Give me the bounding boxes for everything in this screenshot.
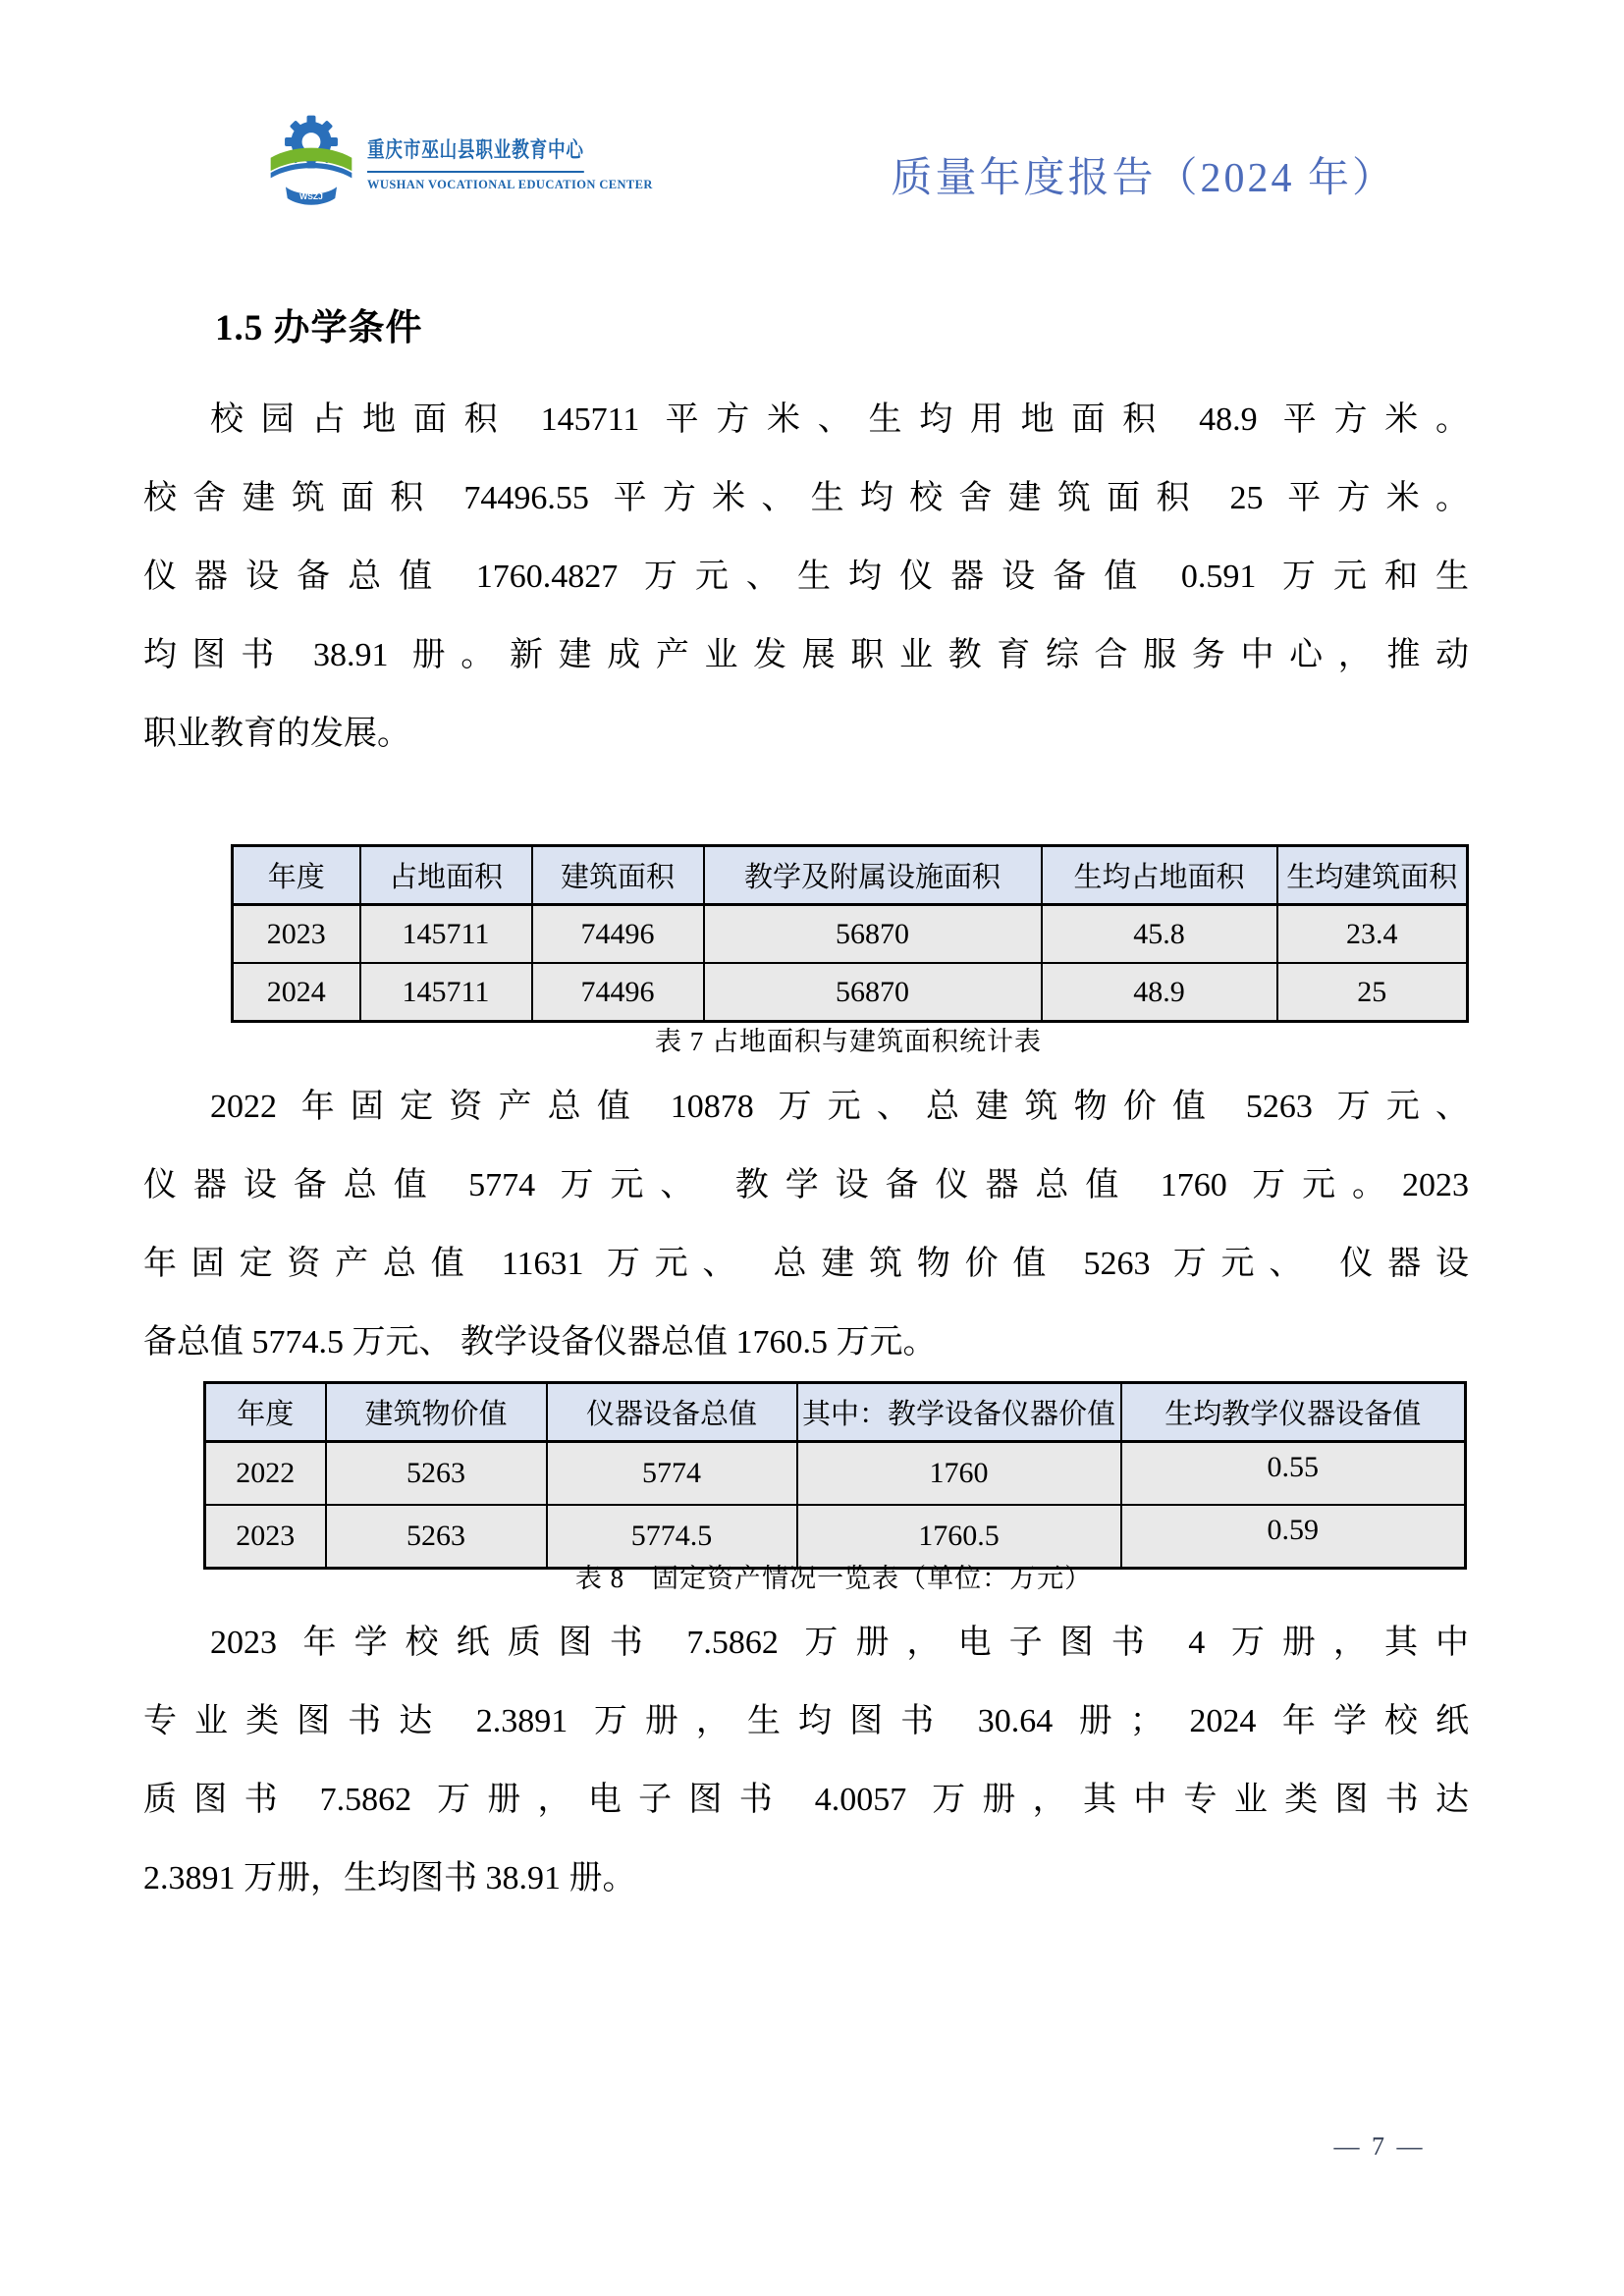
table-row	[233, 905, 1468, 964]
org-name-zh: 重庆市巫山县职业教育中心	[367, 133, 584, 173]
table-header-row	[205, 1383, 1466, 1442]
table-area-statistics	[231, 844, 1469, 1023]
table-cell: 145711	[360, 905, 532, 964]
paragraph-line: 质图书 7.5862 万册，电子图书 4.0057 万册，其中专业类图书达	[143, 1782, 1469, 1818]
paragraph-line: 年固定资产总值 11631 万元、 总建筑物价值 5263 万元、 仪器设	[143, 1246, 1469, 1282]
paragraph-line: 2.3891 万册，生均图书 38.91 册。	[143, 1860, 636, 1896]
column-header: 生均占地面积	[1042, 846, 1277, 905]
paragraph-line: 仪器设备总值 1760.4827 万元、生均仪器设备值 0.591 万元和生	[143, 559, 1469, 595]
column-header: 生均建筑面积	[1277, 846, 1468, 905]
table-row	[233, 963, 1468, 1022]
table-row	[205, 1442, 1466, 1506]
table-cell: 5774.5	[547, 1505, 797, 1569]
paragraph-library-books	[143, 1604, 1469, 1918]
column-header: 年度	[205, 1383, 326, 1442]
school-logo-icon	[267, 112, 355, 216]
table-cell: 56870	[704, 963, 1042, 1022]
table-cell: 74496	[532, 963, 704, 1022]
table-cell: 56870	[704, 905, 1042, 964]
logo-text-block	[367, 133, 653, 192]
table-fixed-assets	[203, 1381, 1467, 1570]
table8-caption: 表 8 固定资产情况一览表（单位：万元）	[574, 1564, 1093, 1593]
table-cell: 1760.5	[797, 1505, 1121, 1569]
paragraph-line: 2022 年固定资产总值 10878 万元、总建筑物价值 5263 万元、	[210, 1089, 1469, 1125]
table-cell: 45.8	[1042, 905, 1277, 964]
paragraph-fixed-assets	[143, 1068, 1469, 1382]
table-cell: 2023	[233, 905, 360, 964]
column-header: 年度	[233, 846, 360, 905]
column-header: 教学及附属设施面积	[704, 846, 1042, 905]
paragraph-line: 仪器设备总值 5774 万元、 教学设备仪器总值 1760 万元。2023	[143, 1167, 1469, 1203]
table-cell: 5263	[326, 1442, 547, 1506]
table-cell: 1760	[797, 1442, 1121, 1506]
logo-badge-text: WSZJ	[299, 190, 323, 201]
paragraph-campus-conditions	[143, 381, 1469, 774]
column-header: 建筑物价值	[326, 1383, 547, 1442]
paragraph-line: 2023 年学校纸质图书 7.5862 万册，电子图书 4 万册，其中	[210, 1625, 1469, 1661]
table-cell: 0.55	[1121, 1442, 1466, 1506]
school-logo	[267, 112, 653, 216]
table-cell: 0.59	[1121, 1505, 1466, 1569]
column-header: 其中：教学设备仪器价值	[797, 1383, 1121, 1442]
column-header: 建筑面积	[532, 846, 704, 905]
table7-caption: 表 7 占地面积与建筑面积统计表	[655, 1027, 1042, 1056]
page-number: — 7 —	[1333, 2132, 1426, 2161]
table-cell: 23.4	[1277, 905, 1468, 964]
paragraph-line: 职业教育的发展。	[143, 716, 410, 752]
table-cell: 25	[1277, 963, 1468, 1022]
paragraph-line: 专业类图书达 2.3891 万册，生均图书 30.64 册； 2024 年学校纸	[143, 1703, 1469, 1739]
table-cell: 5774	[547, 1442, 797, 1506]
paragraph-line: 备总值 5774.5 万元、 教学设备仪器总值 1760.5 万元。	[143, 1324, 937, 1361]
column-header: 仪器设备总值	[547, 1383, 797, 1442]
column-header: 生均教学仪器设备值	[1121, 1383, 1466, 1442]
table-cell: 145711	[360, 963, 532, 1022]
paragraph-line: 校舍建筑面积 74496.55 平方米、生均校舍建筑面积 25 平方米。	[143, 480, 1469, 516]
column-header: 占地面积	[360, 846, 532, 905]
paragraph-line: 校园占地面积 145711 平方米、生均用地面积 48.9 平方米。	[210, 401, 1469, 438]
table-cell: 5263	[326, 1505, 547, 1569]
table-header-row	[233, 846, 1468, 905]
report-title: 质量年度报告（2024 年）	[891, 156, 1396, 201]
table-cell: 48.9	[1042, 963, 1277, 1022]
table-cell: 2022	[205, 1442, 326, 1506]
table-cell: 2023	[205, 1505, 326, 1569]
table-cell: 74496	[532, 905, 704, 964]
table-cell: 2024	[233, 963, 360, 1022]
paragraph-line: 均图书 38.91 册。新建成产业发展职业教育综合服务中心，推动	[143, 637, 1469, 673]
org-name-en: WUSHAN VOCATIONAL EDUCATION CENTER	[367, 178, 653, 191]
section-heading: 1.5 办学条件	[215, 308, 423, 348]
